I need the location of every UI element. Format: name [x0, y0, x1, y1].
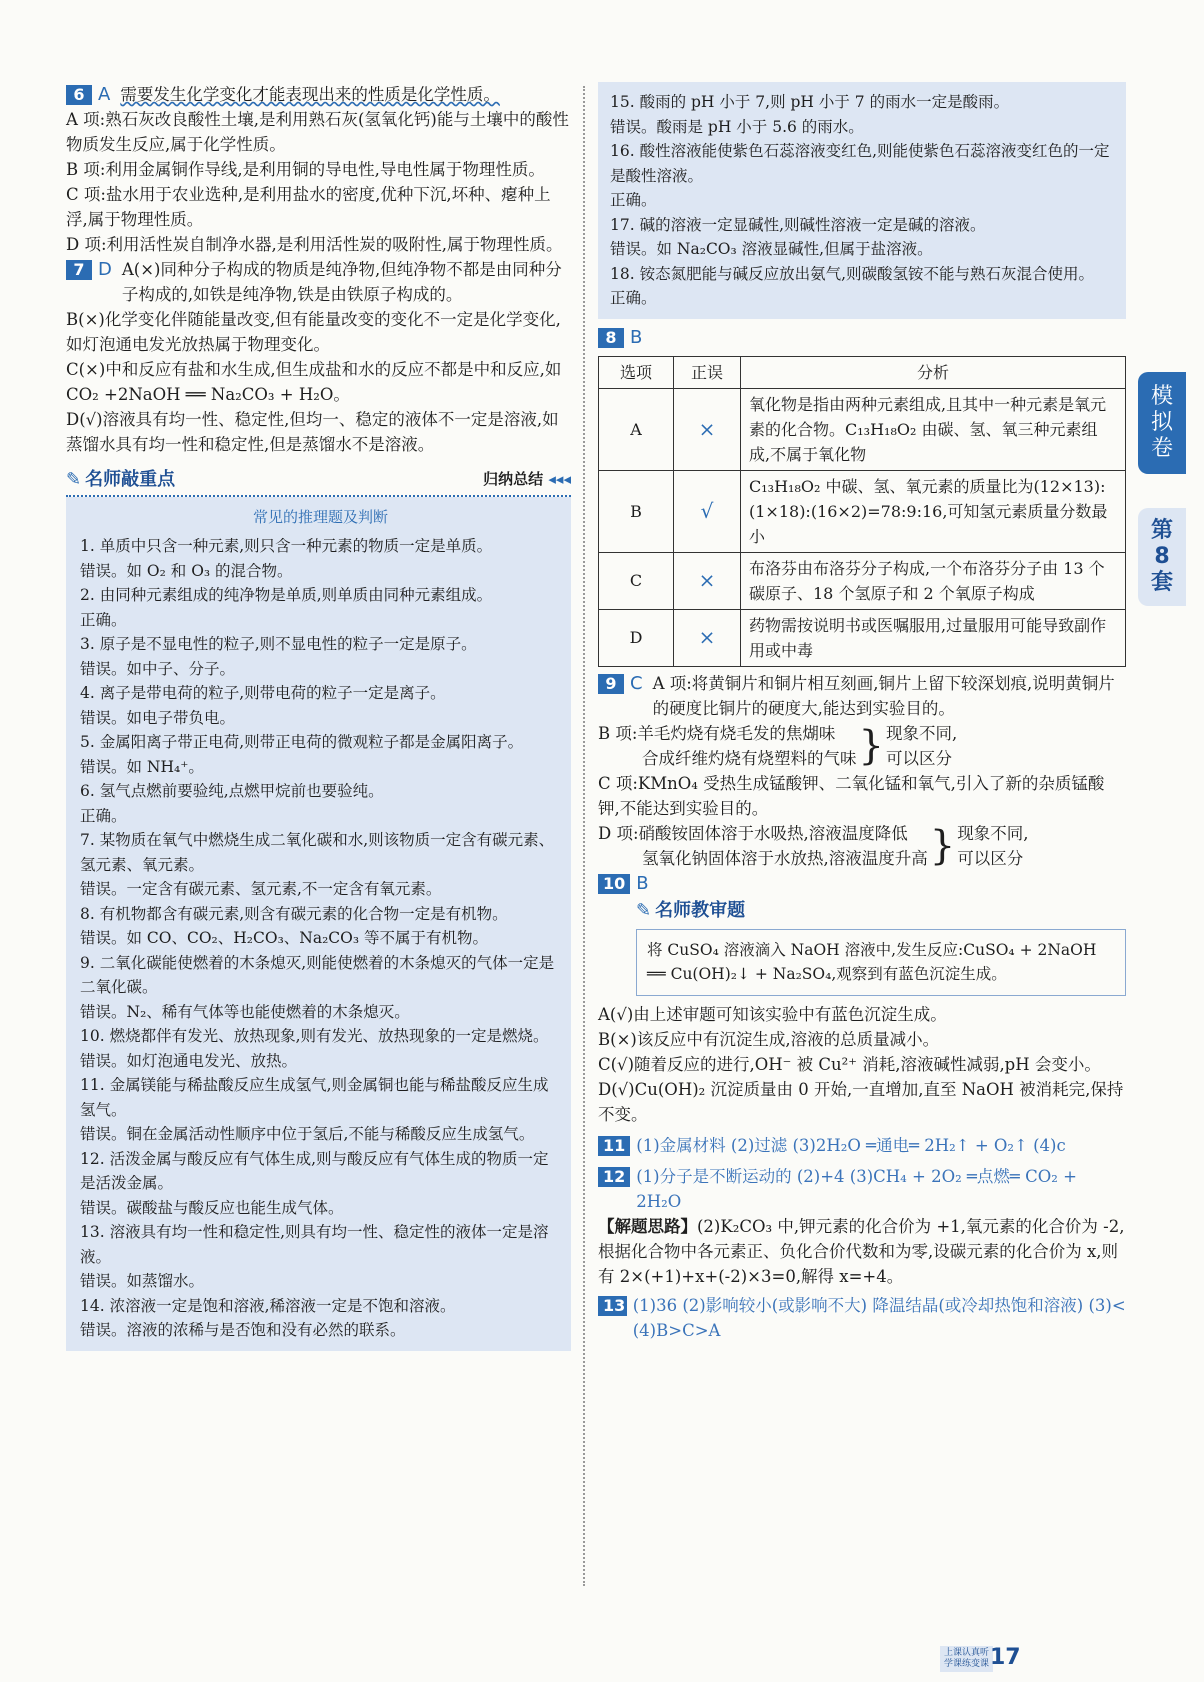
q7-line: B(×)化学变化伴随能量改变,但有能量改变的变化不一定是化学变化,如灯泡通电发光放热属于物理变化。: [66, 310, 561, 354]
table-cell-mark: ×: [674, 552, 741, 609]
q11-answer: (1)金属材料 (2)过滤 (3)2H₂O ═通电═ 2H₂↑ + O₂↑ (4)c: [636, 1135, 1066, 1155]
right-column: [598, 82, 1126, 1343]
table-cell-option: B: [599, 470, 674, 552]
q9-head-text: A 项:将黄铜片和铜片相互刻画,铜片上留下较深划痕,说明黄铜片的硬度比铜片的硬度大,能达到实验目的。: [652, 673, 1115, 718]
brace-icon: }: [858, 722, 884, 769]
set-tab: [1138, 508, 1186, 606]
arrow-icon: ◂◂◂: [548, 470, 571, 488]
teacher-icon: ✎: [66, 469, 82, 490]
q9-answer: C: [630, 672, 643, 694]
q6-number: 6: [66, 85, 92, 105]
list-item: 11. 金属镁能与稀盐酸反应生成氢气,则金属铜也能与稀盐酸反应生成氢气。: [80, 1076, 549, 1119]
table-cell-option: D: [599, 609, 674, 666]
q9-d-group: [598, 821, 1126, 871]
list-item: 错误。如 Na₂CO₃ 溶液显碱性,但属于盐溶液。: [610, 240, 933, 258]
q6-header: [66, 82, 571, 107]
section-tab: [1138, 372, 1186, 474]
q13-number: 13: [598, 1296, 627, 1316]
q7-header: [66, 257, 571, 307]
q7-line: D(√)溶液具有均一性、稳定性,但均一、稳定的液体不一定是溶液,如蒸馏水具有均一性和稳定性,但是蒸馏水不是溶液。: [66, 410, 559, 454]
list-item: 9. 二氧化碳能使燃着的木条熄灭,则能使燃着的木条熄灭的气体一定是二氧化碳。: [80, 953, 555, 996]
list-item: 5. 金属阳离子带正电荷,则带正电荷的微观粒子都是金属阳离子。: [80, 733, 524, 751]
footer-logo-line: 上课认真听: [944, 1648, 990, 1658]
q7-answer: D: [98, 259, 112, 280]
list-item: 3. 原子是不显电性的粒子,则不显电性的粒子一定是原子。: [80, 635, 477, 653]
section-tab-label: 模拟卷: [1150, 384, 1173, 461]
teacher-icon: ✎: [636, 899, 652, 921]
table-row: [599, 388, 1126, 470]
q11-number: 11: [598, 1136, 630, 1156]
q8-answer: B: [630, 326, 643, 348]
list-item: 18. 铵态氮肥能与碱反应放出氨气,则碳酸氢铵不能与熟石灰混合使用。: [610, 264, 1095, 283]
table-cell-option: C: [599, 552, 674, 609]
set-tab-label: 第8套: [1150, 518, 1173, 595]
table-cell-analysis: 药物需按说明书或医嘱服用,过量服用可能导致副作用或中毒: [741, 609, 1126, 666]
left-column: [66, 82, 571, 1351]
list-item: 15. 酸雨的 pH 小于 7,则 pH 小于 7 的雨水一定是酸雨。: [610, 93, 1010, 111]
list-item: 错误。如中子、分子。: [80, 659, 236, 678]
list-item: 2. 由同种元素组成的纯净物是单质,则单质由同种元素组成。: [80, 586, 493, 604]
list-item: 错误。溶液的浓稀与是否饱和没有必然的联系。: [80, 1321, 406, 1339]
q9-d-note: 现象不同,: [957, 823, 1029, 843]
table-row: [599, 609, 1126, 666]
q10-header: [598, 871, 1126, 896]
q9-d-line: D 项:硝酸铵固体溶于水吸热,溶液温度降低: [598, 823, 908, 843]
list-item: 正确。: [610, 289, 657, 307]
list-item: 错误。碳酸盐与酸反应也能生成气体。: [80, 1198, 344, 1217]
q9-b-line: 合成纤维灼烧有烧塑料的气味: [642, 748, 857, 768]
q9-b-note: 现象不同,: [885, 723, 958, 743]
list-item: 8. 有机物都含有碳元素,则含有碳元素的化合物一定是有机物。: [80, 904, 508, 923]
list-item: 16. 酸性溶液能使紫色石蕊溶液变红色,则能使紫色石蕊溶液变红色的一定是酸性溶液。: [610, 142, 1110, 185]
q6-line: B 项:利用金属铜作导线,是利用铜的导电性,导电性属于物理性质。: [66, 160, 545, 179]
list-item: 4. 离子是带电荷的粒子,则带电荷的粒子一定是离子。: [80, 684, 446, 702]
list-item: 正确。: [80, 610, 127, 629]
list-item: 14. 浓溶液一定是饱和溶液,稀溶液一定是不饱和溶液。: [80, 1296, 456, 1315]
table-header: 分析: [741, 356, 1126, 388]
q7-line: C(×)中和反应有盐和水生成,但生成盐和水的反应不都是中和反应,如 CO₂ +2NaOH ══ Na₂CO₃ + H₂O。: [66, 360, 562, 404]
q6-answer: A: [98, 84, 111, 105]
list-item: 17. 碱的溶液一定显碱性,则碱性溶液一定是碱的溶液。: [610, 215, 986, 234]
q10-number: 10: [598, 874, 630, 894]
q10-line: D(√)Cu(OH)₂ 沉淀质量由 0 开始,一直增加,直至 NaOH 被消耗完,保持不变。: [598, 1079, 1124, 1124]
page-number: 17: [990, 1645, 1021, 1670]
key-points-box: [66, 467, 571, 1351]
list-item: 6. 氢气点燃前要验纯,点燃甲烷前也要验纯。: [80, 782, 384, 800]
footer-logo: [940, 1646, 993, 1672]
table-cell-mark: ×: [674, 609, 741, 666]
q10-line: C(√)随着反应的进行,OH⁻ 被 Cu²⁺ 消耗,溶液碱性减弱,pH 会变小。: [598, 1054, 1101, 1074]
q12-thinking: [598, 1214, 1126, 1289]
q6-line: C 项:盐水用于农业选种,是利用盐水的密度,优种下沉,坏种、瘪种上浮,属于物理性质。: [66, 185, 551, 229]
q10-line: A(√)由上述审题可知该实验中有蓝色沉淀生成。: [598, 1004, 947, 1024]
q6-head-text: 需要发生化学变化才能表现出来的性质是化学性质。: [120, 85, 500, 104]
q13-answer: (1)36 (2)影响较小(或影响不大) 降温结晶(或冷却热饱和溶液) (3)< (4)B>C>A: [632, 1295, 1126, 1340]
thinking-text: (2)K₂CO₃ 中,钾元素的化合价为 +1,氧元素的化合价为 -2,根据化合物中各元素正、负化合价代数和为零,设碳元素的化合价为 x,则有 2×(+1)+x+(-2)×3=0,解得 x=+4。: [598, 1216, 1125, 1286]
q9-d-note: 可以区分: [957, 848, 1024, 868]
list-item: 错误。如 O₂ 和 O₃ 的混合物。: [80, 561, 293, 580]
q8-number: 8: [598, 328, 624, 348]
list-item: 10. 燃烧都伴有发光、放热现象,则有发光、放热现象的一定是燃烧。: [80, 1027, 549, 1045]
list-item: 错误。如灯泡通电发光、放热。: [80, 1051, 298, 1070]
teach-badge: ✎ 名师教审题: [636, 899, 746, 921]
table-header-row: [599, 356, 1126, 388]
key-points-list: [80, 534, 561, 1343]
key-points-continued-box: [598, 82, 1126, 319]
table-row: [599, 470, 1126, 552]
thinking-label: 【解题思路】: [598, 1216, 697, 1236]
column-divider: [583, 86, 585, 1586]
list-item: 错误。如电子带负电。: [80, 708, 236, 727]
q10-line: B(×)该反应中有沉淀生成,溶液的总质量减小。: [598, 1029, 940, 1049]
q12-answer: (1)分子是不断运动的 (2)+4 (3)CH₄ + 2O₂ ═点燃═ CO₂ + 2H₂O: [636, 1166, 1077, 1211]
list-item: 13. 溶液具有均一性和稳定性,则具有均一性、稳定性的液体一定是溶液。: [80, 1223, 549, 1266]
q9-number: 9: [598, 674, 624, 694]
list-item: 12. 活泼金属与酸反应有气体生成,则与酸反应有气体生成的物质一定是活泼金属。: [80, 1149, 549, 1192]
list-item: 错误。酸雨是 pH 小于 5.6 的雨水。: [610, 117, 864, 136]
q9-header: [598, 671, 1126, 721]
table-header: 选项: [599, 356, 674, 388]
list-item: 7. 某物质在氧气中燃烧生成二氧化碳和水,则该物质一定含有碳元素、氢元素、氧元素。: [80, 831, 555, 874]
q11-header: [598, 1133, 1126, 1158]
q6-line: A 项:熟石灰改良酸性土壤,是利用熟石灰(氢氧化钙)能与土壤中的酸性物质发生反应,属于化学性质。: [66, 110, 569, 154]
key-points-subtitle: 常见的推理题及判断: [252, 508, 388, 526]
q7-number: 7: [66, 260, 92, 280]
q12-header: [598, 1164, 1126, 1214]
key-points-header: [66, 467, 571, 497]
teach-box: 将 CuSO₄ 溶液滴入 NaOH 溶液中,发生反应:CuSO₄ + 2NaOH ══ Cu(OH)₂↓ + Na₂SO₄,观察到有蓝色沉淀生成。: [636, 929, 1126, 996]
key-points-badge: ✎ 名师敲重点: [66, 469, 176, 490]
table-cell-analysis: C₁₃H₁₈O₂ 中碳、氢、氧元素的质量比为(12×13):(1×18):(16×2)=78:9:16,可知氢元素质量分数最小: [741, 470, 1126, 552]
q9-d-line: 氢氧化钠固体溶于水放热,溶液温度升高: [642, 848, 928, 868]
table-header: 正误: [674, 356, 741, 388]
q9-b-line: B 项:羊毛灼烧有烧毛发的焦煳味: [598, 723, 836, 743]
list-item: 错误。一定含有碳元素、氢元素,不一定含有氧元素。: [80, 880, 442, 898]
footer-logo-line: 学课练变课: [944, 1659, 990, 1669]
q13-header: [598, 1293, 1126, 1343]
list-item: 错误。如 NH₄⁺。: [80, 757, 204, 776]
q8-header: [598, 325, 1126, 350]
q7-head-text: A(×)同种分子构成的物质是纯净物,但纯净物不都是由同种分子构成的,如铁是纯净物,铁是由铁原子构成的。: [121, 260, 562, 304]
q9-b-note: 可以区分: [885, 748, 952, 768]
table-cell-analysis: 氧化物是指由两种元素组成,且其中一种元素是氧元素的化合物。C₁₃H₁₈O₂ 由碳、氢、氧三种元素组成,不属于氧化物: [741, 388, 1126, 470]
table-row: [599, 552, 1126, 609]
q6-line: D 项:利用活性炭自制净水器,是利用活性炭的吸附性,属于物理性质。: [66, 235, 563, 254]
summary-tag: 归纳总结 ◂◂◂: [483, 470, 571, 488]
list-item: 错误。铜在金属活动性顺序中位于氢后,不能与稀酸反应生成氢气。: [80, 1125, 535, 1143]
list-item: 正确。: [80, 806, 127, 825]
list-item: 正确。: [610, 191, 657, 209]
q9-b-group: [598, 721, 1126, 771]
table-cell-option: A: [599, 388, 674, 470]
list-item: 错误。N₂、稀有气体等也能使燃着的木条熄灭。: [80, 1002, 410, 1021]
list-item: 错误。如蒸馏水。: [80, 1272, 205, 1290]
q12-number: 12: [598, 1167, 630, 1187]
q9-c-line: C 项:KMnO₄ 受热生成锰酸钾、二氧化锰和氧气,引入了新的杂质锰酸钾,不能达到实验目的。: [598, 773, 1105, 818]
list-item: 错误。如 CO、CO₂、H₂CO₃、Na₂CO₃ 等不属于有机物。: [80, 929, 489, 947]
table-cell-mark: √: [674, 470, 741, 552]
table-cell-mark: ×: [674, 388, 741, 470]
q8-analysis-table: [598, 356, 1126, 667]
list-item: 1. 单质中只含一种元素,则只含一种元素的物质一定是单质。: [80, 537, 493, 555]
brace-icon: }: [929, 822, 956, 869]
q10-answer: B: [636, 872, 649, 894]
table-cell-analysis: 布洛芬由布洛芬分子构成,一个布洛芬分子由 13 个碳原子、18 个氢原子和 2 个氧原子构成: [741, 552, 1126, 609]
